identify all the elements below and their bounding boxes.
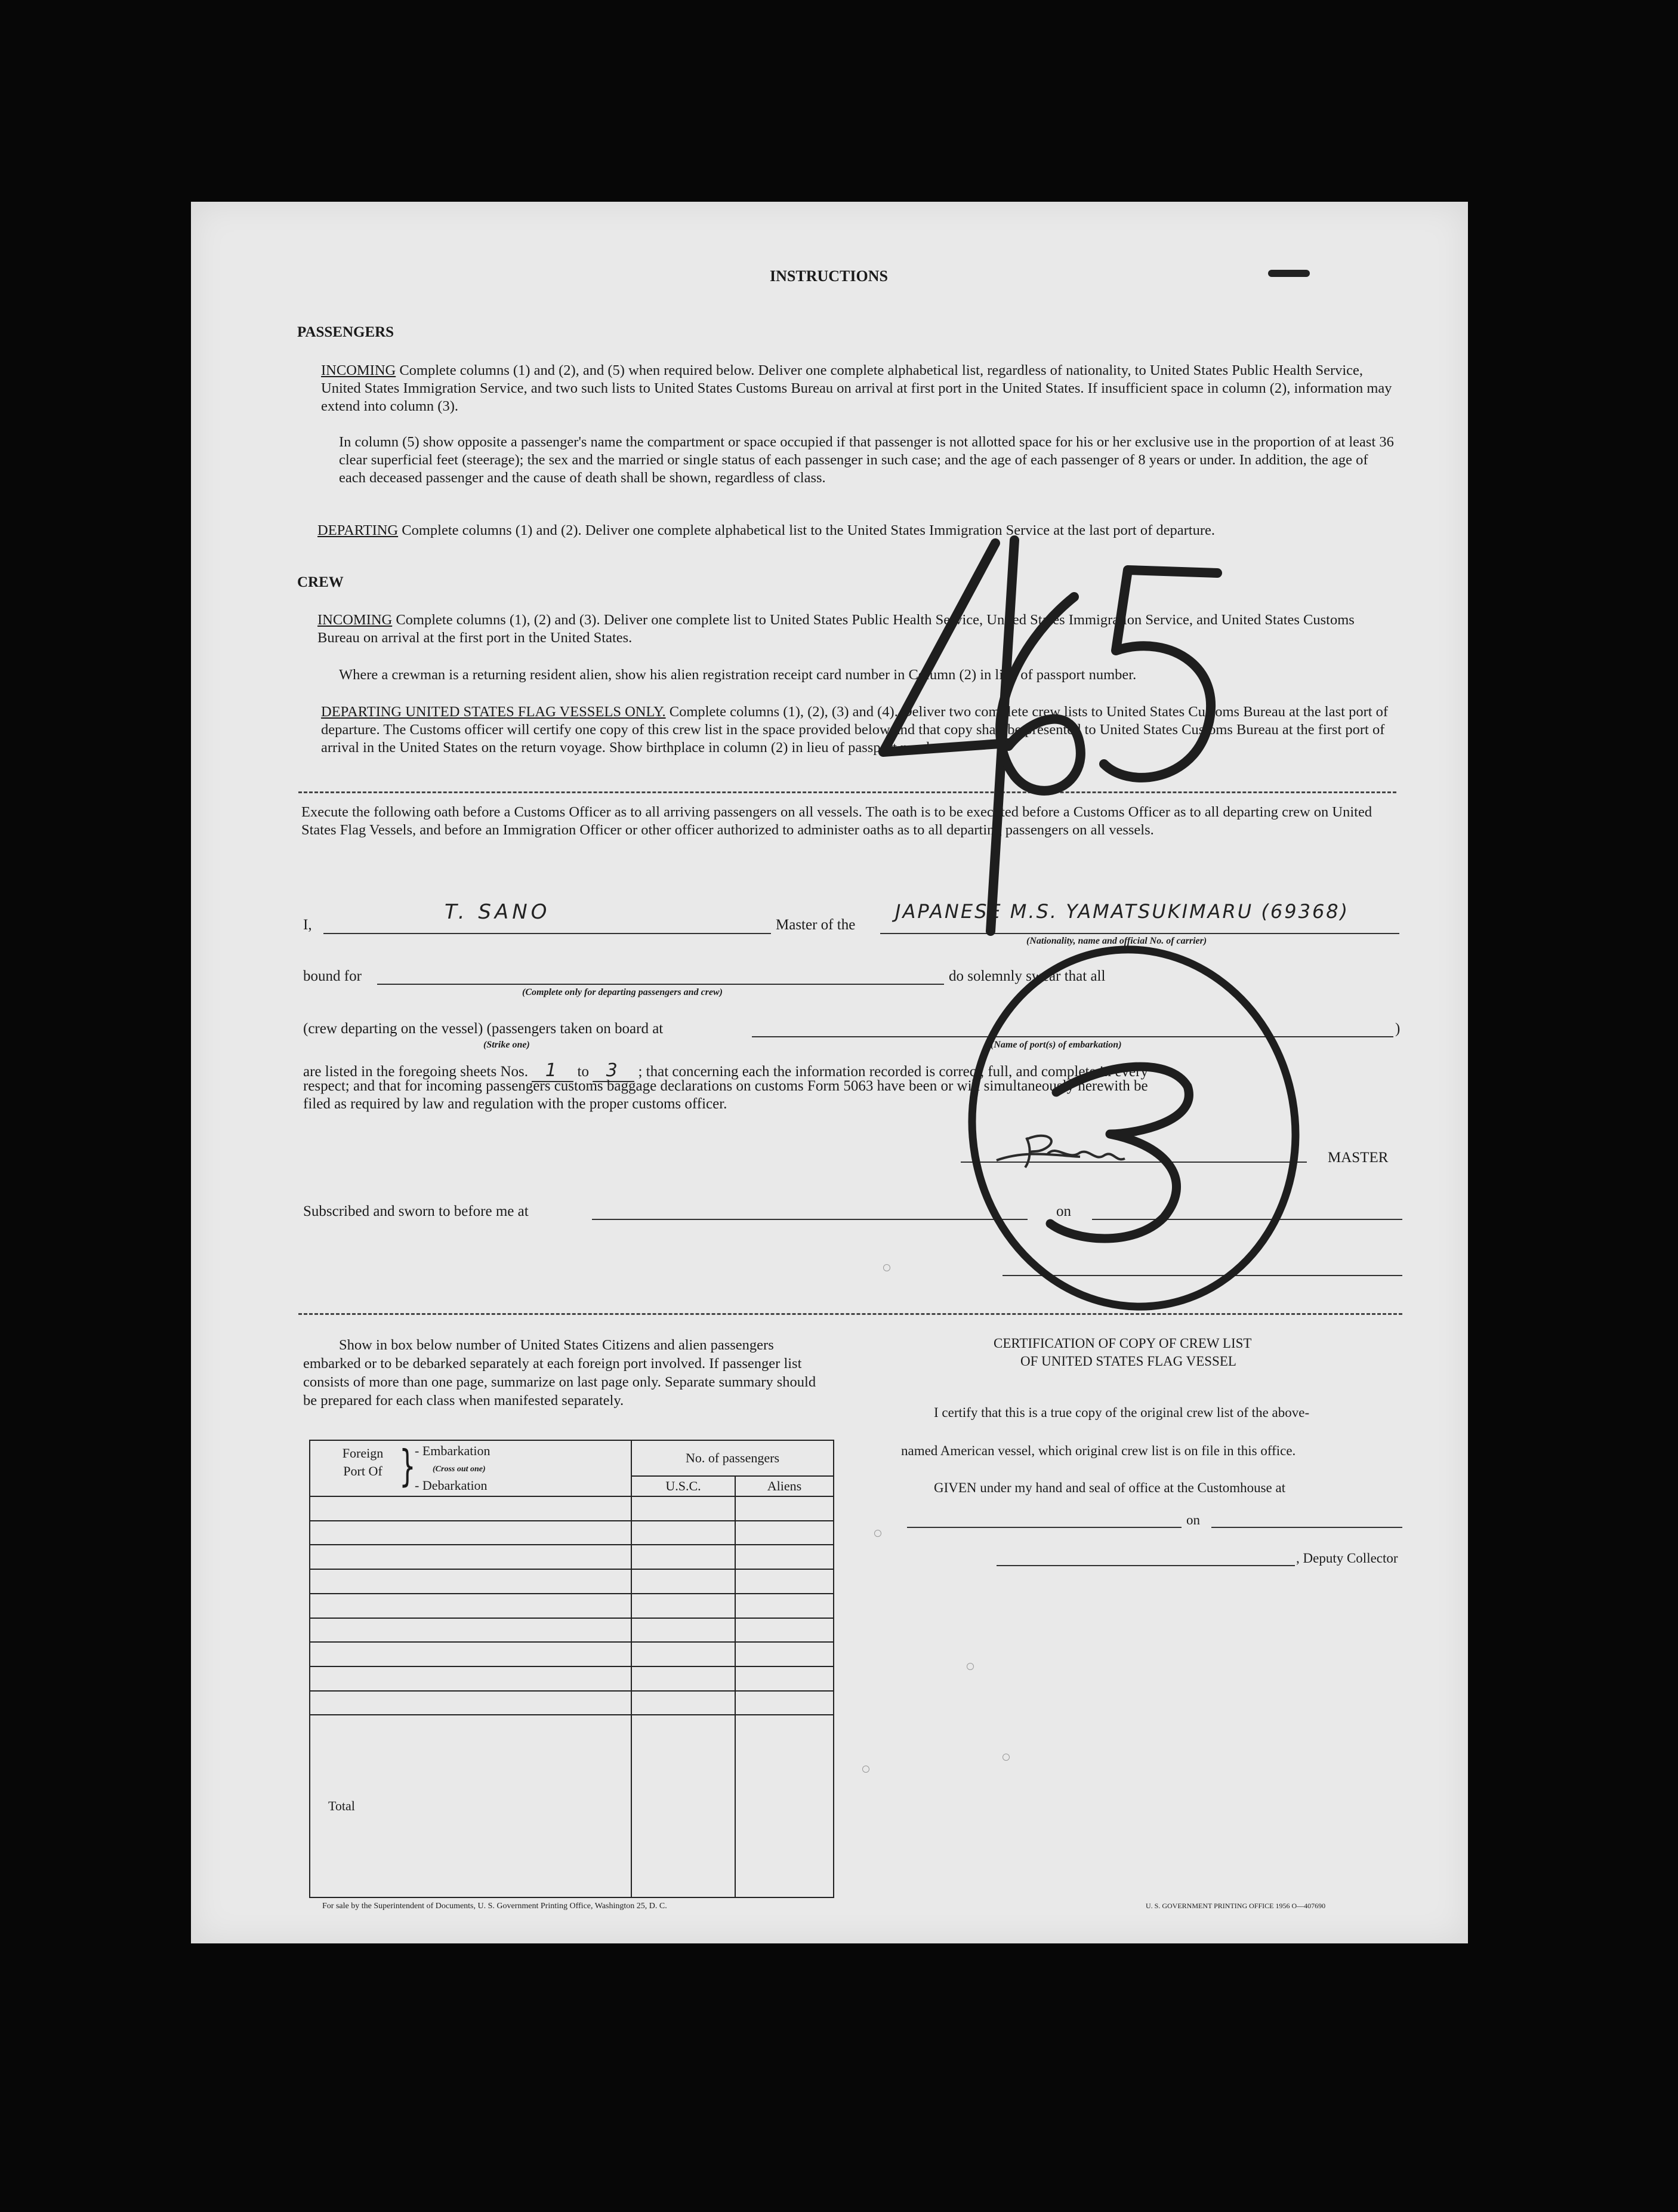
certification-title-line1: CERTIFICATION OF COPY OF CREW LIST xyxy=(994,1336,1252,1351)
vessel-name: JAPANESE M.S. YAMATSUKIMARU (69368) xyxy=(895,900,1350,923)
close-paren: ) xyxy=(1395,1021,1401,1037)
foreign-port-label: Foreign Port Of xyxy=(342,1446,384,1478)
strike-caption: (Strike one) xyxy=(483,1040,530,1050)
listed-tail: ; that concerning each the information recorded is correct, full, and complete in every xyxy=(638,1064,1148,1080)
crayon-digit-4 xyxy=(883,543,1008,752)
certification-text1: I certify that this is a true copy of the original crew list of the above- xyxy=(934,1405,1310,1420)
subscribed-on-label: on xyxy=(1056,1203,1071,1219)
sheet-to: 3 xyxy=(593,1060,634,1082)
swear-label: do solemnly swear that all xyxy=(949,968,1106,984)
passengers-departing-text: Complete columns (1) and (2). Deliver one complete alphabetical list to the United States Immigration Service at the last port of departure. xyxy=(402,522,1215,538)
certification-on-label: on xyxy=(1186,1512,1200,1527)
usc-header: U.S.C. xyxy=(631,1476,735,1496)
crew-incoming-text: Complete columns (1), (2) and (3). Deliver one complete list to United States Public Health Service, United States Immigration Service, and United States Customs Bureau on arrival at the first port in the United States. xyxy=(317,612,1355,646)
aliens-header: Aliens xyxy=(735,1476,834,1496)
vessel-caption: (Nationality, name and official No. of carrier) xyxy=(1026,936,1207,946)
crew-heading: CREW xyxy=(297,574,344,590)
sheet-from: 1 xyxy=(532,1060,573,1082)
oath-intro: Execute the following oath before a Customs Officer as to all arriving passengers on all vessels. The oath is to be executed before a Customs Officer as to all departing crew on United States Flag Vessels, and before an Immigration Officer or other officer authorized to administer oaths as to all departing passengers on all vessels. xyxy=(301,804,1372,838)
crew-departing-label: DEPARTING UNITED STATES FLAG VESSELS ONLY. xyxy=(321,704,666,720)
passengers-column5-text: In column (5) show opposite a passenger's name the compartment or space occupied if that passenger is not allotted space for his or her exclusive use in the proportion of at least 36 clear superficial feet (steerage); the sex and the married or single status of each passenger in such case; and the age of each passenger of 8 years or under. In addition, the age of each deceased passenger and the cause of death shall be shown, regardless of class. xyxy=(339,434,1394,486)
crayon-digit-3 xyxy=(1050,1067,1189,1239)
footer-left: For sale by the Superintendent of Documents, U. S. Government Printing Office, Washington 25, D. C. xyxy=(322,1902,667,1911)
filed-line: filed as required by law and regulation with the proper customs officer. xyxy=(303,1096,727,1112)
listed-text: are listed in the foregoing sheets Nos. xyxy=(303,1064,528,1080)
no-passengers-header: No. of passengers xyxy=(631,1440,834,1476)
footer-right: U. S. GOVERNMENT PRINTING OFFICE 1956 O—407690 xyxy=(1146,1902,1326,1910)
summary-intro: Show in box below number of United States Citizens and alien passengers embarked or to be debarked separately at each foreign port involved. If passenger list consists of more than one page, summarize on last page only. Separate summary should be prepared for each class when manifested separately. xyxy=(303,1337,816,1409)
certification-text2: named American vessel, which original crew list is on file in this office. xyxy=(901,1443,1296,1458)
crew-departing-label: (crew departing on the vessel) (passengers taken on board at xyxy=(303,1021,664,1037)
cross-caption: (Cross out one) xyxy=(433,1465,486,1474)
crayon-digit-5 xyxy=(1104,570,1217,778)
to-label: to xyxy=(577,1064,589,1080)
master-label: MASTER xyxy=(1328,1150,1389,1166)
passengers-departing-label: DEPARTING xyxy=(317,522,399,538)
bound-caption: (Complete only for departing passengers and crew) xyxy=(522,987,723,997)
certification-text3: GIVEN under my hand and seal of office at the Customhouse at xyxy=(934,1480,1286,1495)
subscribed-label: Subscribed and sworn to before me at xyxy=(303,1203,529,1219)
embarkation-label: - Embarkation xyxy=(415,1443,491,1458)
certification-title-line2: OF UNITED STATES FLAG VESSEL xyxy=(1020,1354,1236,1369)
deputy-collector-label: , Deputy Collector xyxy=(1296,1551,1398,1566)
ports-caption: (Name of port(s) of embarkation) xyxy=(991,1040,1122,1050)
crew-departing-text: Complete columns (1), (2), (3) and (4). Deliver two complete crew lists to United States Customs Bureau at the last port of departure. The Customs officer will certify one copy of this crew list in the space provided below and that copy shall be presented to United States Customs Bureau at the first port of arrival in the United States on the return voyage. Show birthplace in column (2) in lieu of passport number. xyxy=(321,704,1389,756)
page-title: INSTRUCTIONS xyxy=(770,267,888,285)
crew-resident-text: Where a crewman is a returning resident alien, show his alien registration receipt card number in Column (2) in lieu of passport number. xyxy=(339,667,1137,683)
brace-icon: } xyxy=(399,1441,416,1491)
passengers-heading: PASSENGERS xyxy=(297,324,394,340)
master-of-label: Master of the xyxy=(776,917,856,933)
crew-incoming-label: INCOMING xyxy=(317,612,393,628)
passengers-incoming-text: Complete columns (1) and (2), and (5) when required below. Deliver one complete alphabetical list, regardless of nationality, to United States Public Health Service, United States Immigration Service, and two such lists to United States Customs Bureau on arrival at first port in the United States. If insufficient space in column (2), information may extend into column (3). xyxy=(321,362,1392,414)
bound-label: bound for xyxy=(303,968,362,984)
debarkation-label: - Debarkation xyxy=(415,1478,488,1493)
passengers-incoming-label: INCOMING xyxy=(321,362,396,378)
oath-i-label: I, xyxy=(303,917,312,933)
respect-line: respect; and that for incoming passengers customs baggage declarations on customs Form 5063 have been or will simultaneously herewith be xyxy=(303,1078,1148,1094)
total-label: Total xyxy=(310,1715,631,1897)
master-name: T. SANO xyxy=(445,900,551,924)
